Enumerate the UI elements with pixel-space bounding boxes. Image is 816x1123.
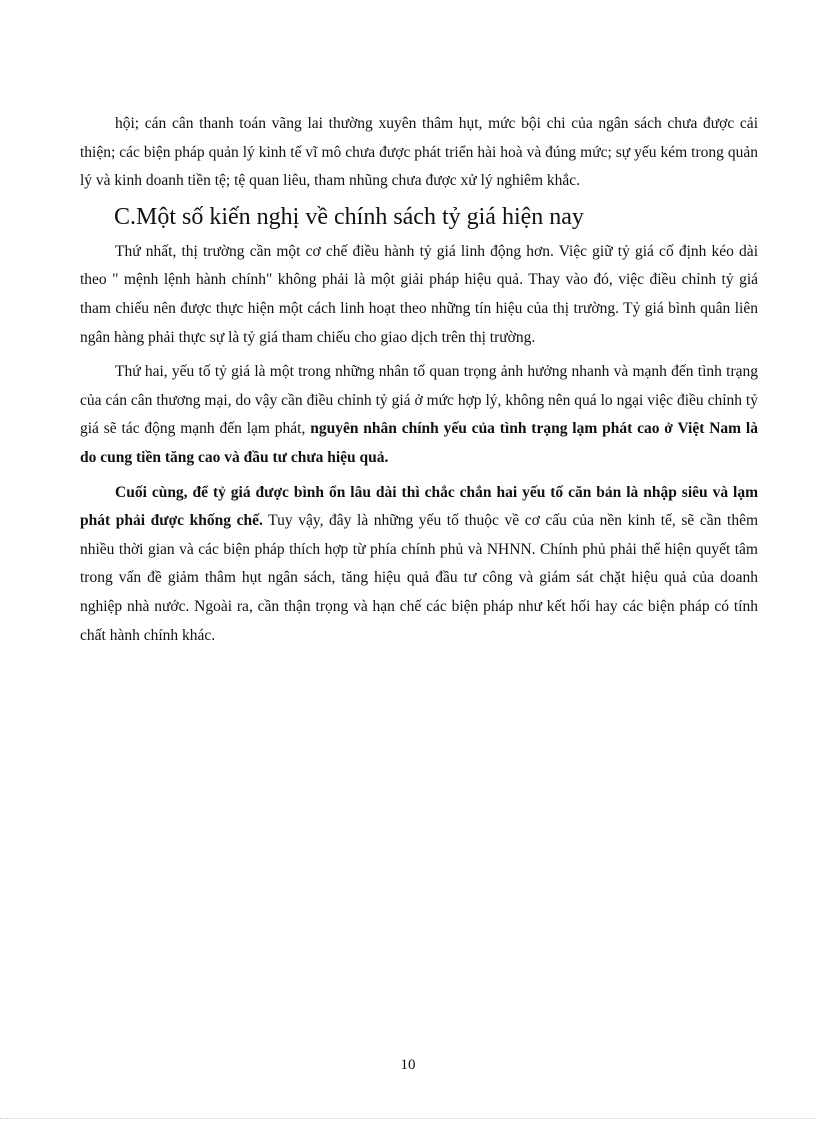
page-bottom-edge bbox=[0, 1118, 816, 1119]
final-recommendation-emphasis: Cuối cùng, để tỷ giá được bình ổn lâu dài thì chắc chắn hai yếu tố căn bản là nhập siêu và lạm phát phải được khống chế. bbox=[80, 483, 758, 530]
paragraph-final-recommendation bbox=[80, 479, 758, 651]
second-recommendation-text: Thứ hai, yếu tố tỷ giá là một trong những nhân tố quan trọng ảnh hưởng nhanh và mạnh đến tình trạng của cán cân thương mại, do vậy cần điều chỉnh tỷ giá ở mức hợp lý, không nên quá lo ngại việc điều chỉnh tỷ giá sẽ tác động mạnh đến lạm phát, bbox=[80, 363, 758, 438]
paragraph-first-recommendation: Thứ nhất, thị trường cần một cơ chế điều hành tỷ giá linh động hơn. Việc giữ tỷ giá cố định kéo dài theo " mệnh lệnh hành chính" không phải là một giải pháp hiệu quả. Thay vào đó, việc điều chỉnh tỷ giá tham chiếu nên được thực hiện một cách linh hoạt theo những tín hiệu của thị trường. Tỷ giá bình quân liên ngân hàng phải thực sự là tỷ giá tham chiếu cho giao dịch trên thị trường. bbox=[80, 242, 758, 346]
paragraph-second-recommendation bbox=[80, 358, 758, 472]
section-heading: C.Một số kiến nghị về chính sách tỷ giá hiện nay bbox=[114, 203, 584, 230]
paragraph-continuation: hội; cán cân thanh toán vãng lai thường xuyên thâm hụt, mức bội chi của ngân sách chưa được cải thiện; các biện pháp quản lý kinh tế vĩ mô chưa được phát triển hài hoà và đúng mức; sự yếu kém trong quản lý và kinh doanh tiền tệ; tệ quan liêu, tham nhũng chưa được xử lý nghiêm khắc. bbox=[80, 115, 758, 190]
page-number: 10 bbox=[400, 1057, 416, 1073]
body-text bbox=[80, 110, 758, 656]
final-recommendation-text: Tuy vậy, đây là những yếu tố thuộc về cơ cấu của nền kinh tế, sẽ cần thêm nhiều thời gian và các biện pháp thích hợp từ phía chính phủ và NHNN. Chính phủ phải thể hiện quyết tâm trong vấn đề giảm thâm hụt ngân sách, tăng hiệu quả đầu tư công và giám sát chặt hiệu quả của doanh nghiệp nhà nước. Ngoài ra, cần thận trọng và hạn chế các biện pháp như kết hối hay các biện pháp có tính chất hành chính khác. bbox=[80, 512, 759, 644]
second-recommendation-emphasis: nguyên nhân chính yếu của tình trạng lạm phát cao ở Việt Nam là do cung tiền tăng cao và đầu tư chưa hiệu quả. bbox=[80, 420, 758, 466]
